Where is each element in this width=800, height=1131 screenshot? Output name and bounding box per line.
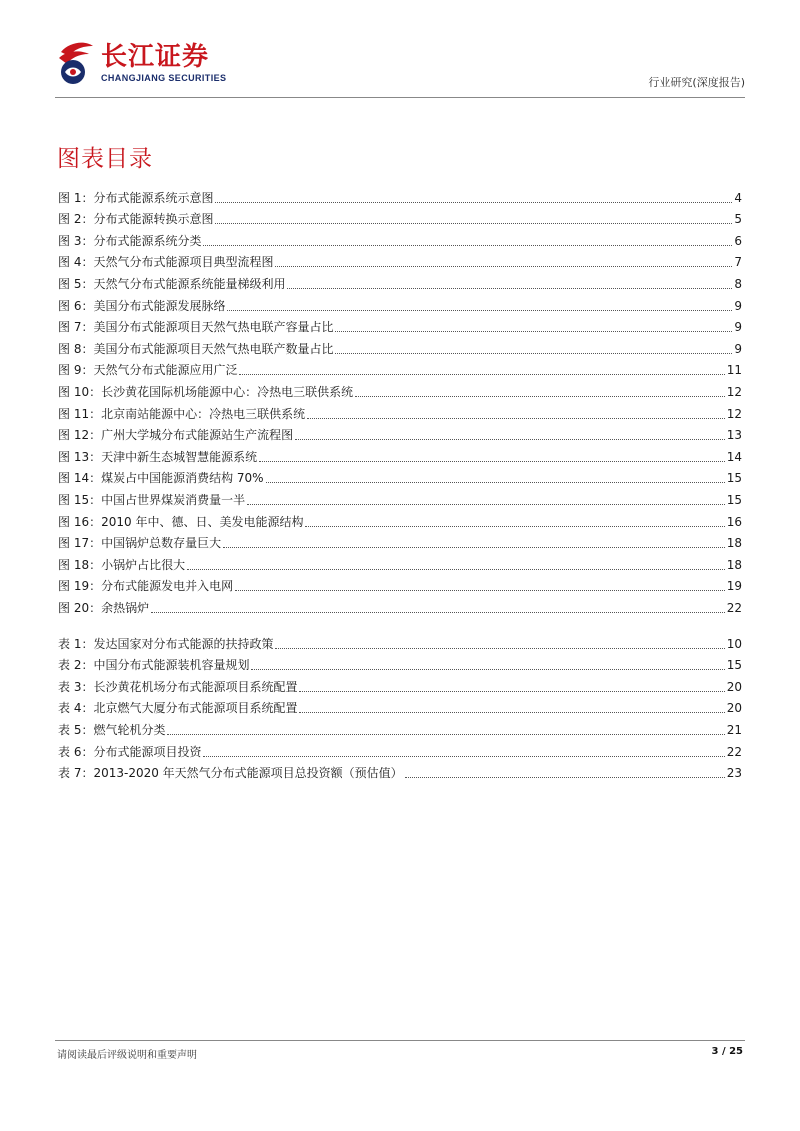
toc-entry-label: 表 1：发达国家对分布式能源的扶持政策 [58,636,274,651]
toc-entry-table-2[interactable] [58,652,742,674]
changjiang-logo-icon [55,38,95,88]
toc-entry-label: 表 5：燃气轮机分类 [58,722,166,737]
toc-dot-leader [167,734,724,735]
toc-entry-page: 15 [726,492,742,507]
page-title: 图表目录 [57,146,153,172]
toc-dot-leader [203,245,732,246]
toc-entry-label: 表 7：2013-2020 年天然气分布式能源项目总投资额（预估值） [58,766,403,781]
toc-entry-page: 18 [726,536,742,551]
toc-entry-label: 图 14：煤炭占中国能源消费结构 70% [58,471,264,486]
toc-entry-figure-8[interactable] [58,335,742,357]
toc-entry-table-5[interactable] [58,716,742,738]
toc-entry-figure-16[interactable] [58,508,742,530]
logo-chinese-name: 长江证券 [101,42,210,72]
toc-entry-figure-15[interactable] [58,486,742,508]
toc-dot-leader [215,223,732,224]
toc-dot-leader [299,712,724,713]
toc-entry-page: 10 [726,636,742,651]
toc-dot-leader [223,547,725,548]
toc-entry-label: 图 7：美国分布式能源项目天然气热电联产容量占比 [58,320,334,335]
toc-entry-page: 21 [726,722,742,737]
toc-entry-label: 表 3：长沙黄花机场分布式能源项目系统配置 [58,679,298,694]
toc-entry-figure-10[interactable] [58,378,742,400]
toc-dot-leader [287,288,732,289]
toc-entry-page: 9 [734,341,742,356]
toc-entry-page: 23 [726,766,742,781]
toc-entry-label: 表 6：分布式能源项目投资 [58,744,202,759]
toc-entry-page: 19 [726,579,742,594]
toc-entry-label: 表 4：北京燃气大厦分布式能源项目系统配置 [58,701,298,716]
toc-dot-leader [335,331,732,332]
toc-entry-table-1[interactable] [58,630,742,652]
toc-dot-leader [247,504,725,505]
toc-dot-leader [187,569,725,570]
footer-divider [55,1040,745,1041]
toc-dot-leader [251,669,724,670]
toc-entry-page: 9 [734,298,742,313]
toc-entry-label: 图 6：美国分布式能源发展脉络 [58,298,226,313]
toc-entry-page: 22 [726,744,742,759]
toc-entry-figure-11[interactable] [58,400,742,422]
toc-entry-figure-2[interactable] [58,206,742,228]
toc-dot-leader [299,691,724,692]
header-divider [55,97,745,98]
toc-entry-figure-4[interactable] [58,249,742,271]
toc-entry-label: 图 8：美国分布式能源项目天然气热电联产数量占比 [58,341,334,356]
toc-entry-page: 11 [726,363,742,378]
toc-entry-page: 4 [734,190,742,205]
toc-entry-label: 表 2：中国分布式能源装机容量规划 [58,658,250,673]
toc-dot-leader [227,310,732,311]
toc-entry-label: 图 3：分布式能源系统分类 [58,233,202,248]
report-type: 行业研究(深度报告) [648,76,745,89]
toc-entry-page: 6 [734,233,742,248]
toc-entry-figure-20[interactable] [58,594,742,616]
toc-entry-table-7[interactable] [58,760,742,782]
toc-entry-page: 14 [726,449,742,464]
toc-entry-page: 12 [726,406,742,421]
toc-entry-page: 8 [734,276,742,291]
toc-dot-leader [266,482,725,483]
toc-entry-page: 22 [726,600,742,615]
table-list [58,630,742,781]
toc-entry-page: 12 [726,384,742,399]
toc-entry-figure-9[interactable] [58,357,742,379]
toc-entry-page: 20 [726,679,742,694]
toc-entry-page: 13 [726,428,742,443]
toc-entry-figure-6[interactable] [58,292,742,314]
toc-dot-leader [307,418,725,419]
toc-entry-label: 图 9：天然气分布式能源应用广泛 [58,363,238,378]
toc-dot-leader [235,590,725,591]
toc-entry-figure-18[interactable] [58,551,742,573]
toc-entry-table-3[interactable] [58,673,742,695]
toc-entry-figure-5[interactable] [58,270,742,292]
toc-dot-leader [405,777,725,778]
toc-entry-figure-17[interactable] [58,530,742,552]
toc-entry-figure-14[interactable] [58,465,742,487]
toc-dot-leader [215,202,732,203]
toc-entry-label: 图 16：2010 年中、德、日、美发电能源结构 [58,514,304,529]
figure-list [58,184,742,616]
toc-entry-figure-7[interactable] [58,314,742,336]
toc-dot-leader [203,756,724,757]
toc-dot-leader [355,396,725,397]
toc-entry-page: 20 [726,701,742,716]
toc-entry-table-6[interactable] [58,738,742,760]
toc-entry-label: 图 18：小锅炉占比很大 [58,557,186,572]
footer-disclaimer: 请阅读最后评级说明和重要声明 [57,1050,197,1061]
toc-dot-leader [335,353,732,354]
logo-english-name: CHANGJIANG SECURITIES [101,73,227,83]
toc-entry-label: 图 19：分布式能源发电并入电网 [58,579,234,594]
toc-entry-label: 图 11：北京南站能源中心：冷热电三联供系统 [58,406,306,421]
page-header [55,38,745,96]
toc-dot-leader [305,526,724,527]
toc-entry-figure-3[interactable] [58,227,742,249]
toc-entry-label: 图 12：广州大学城分布式能源站生产流程图 [58,428,294,443]
toc-dot-leader [151,612,725,613]
toc-entry-page: 15 [726,471,742,486]
toc-entry-page: 16 [726,514,742,529]
toc-entry-figure-13[interactable] [58,443,742,465]
toc-entry-label: 图 1：分布式能源系统示意图 [58,190,214,205]
toc-entry-table-4[interactable] [58,695,742,717]
toc-dot-leader [239,374,724,375]
toc-dot-leader [295,439,725,440]
toc-dot-leader [259,461,725,462]
toc-entry-label: 图 4：天然气分布式能源项目典型流程图 [58,255,274,270]
toc-entry-label: 图 13：天津中新生态城智慧能源系统 [58,449,258,464]
toc-entry-page: 5 [734,212,742,227]
toc-entry-page: 7 [734,255,742,270]
toc-entry-figure-1[interactable] [58,184,742,206]
toc-entry-figure-12[interactable] [58,422,742,444]
toc-entry-page: 9 [734,320,742,335]
toc-entry-page: 15 [726,658,742,673]
page-number: 3 / 25 [711,1046,743,1057]
toc-entry-label: 图 5：天然气分布式能源系统能量梯级利用 [58,276,286,291]
toc-dot-leader [275,648,724,649]
company-logo [55,38,226,88]
toc-entry-label: 图 17：中国锅炉总数存量巨大 [58,536,222,551]
toc-entry-label: 图 10：长沙黄花国际机场能源中心：冷热电三联供系统 [58,384,354,399]
toc-dot-leader [275,266,732,267]
toc-entry-page: 18 [726,557,742,572]
toc-entry-label: 图 2：分布式能源转换示意图 [58,212,214,227]
toc-entry-label: 图 20：余热锅炉 [58,600,150,615]
toc-entry-figure-19[interactable] [58,573,742,595]
toc-entry-label: 图 15：中国占世界煤炭消费量一半 [58,492,246,507]
